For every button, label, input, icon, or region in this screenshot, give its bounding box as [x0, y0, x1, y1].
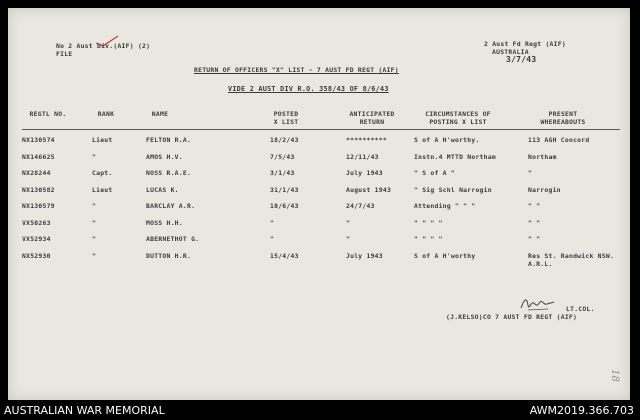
col-header-anticipated: ANTICIPATED RETURN	[349, 110, 395, 126]
cell-anticipated: "	[346, 235, 351, 243]
header-right	[484, 40, 566, 64]
cell-circumstances: S of A H'worthy.	[414, 136, 480, 144]
cell-whereabouts: Narrogin	[528, 185, 561, 194]
header-left-line1: No 2 Aust Div.(AIF) (2)	[56, 42, 151, 50]
cell-name: FELTON R.A.	[146, 136, 192, 144]
table-row	[8, 169, 630, 183]
cell-rank: Lieut	[92, 136, 113, 144]
col-header-posted: POSTED X LIST	[273, 110, 299, 126]
cell-posted: 10/6/43	[270, 202, 299, 210]
col-header-name: NAME	[151, 110, 169, 118]
table-row	[8, 136, 630, 150]
col-header-circumstances: CIRCUMSTANCES OF POSTING X LIST	[425, 110, 491, 126]
cell-anticipated: August 1943	[346, 185, 392, 194]
cell-rank: "	[92, 251, 97, 260]
cell-circumstances: " " " "	[414, 235, 443, 243]
table-row	[8, 153, 630, 167]
cell-name: LUCAS K.	[146, 185, 179, 194]
cell-whereabouts: " "	[528, 202, 541, 210]
cell-posted: 7/5/43	[270, 152, 295, 161]
cell-circumstances: " " " "	[414, 218, 443, 227]
footer-accession-number: AWM2019.366.703	[529, 404, 634, 417]
cell-circumstances: " Sig Schl Narrogin	[414, 185, 492, 194]
cell-whereabouts: "	[528, 169, 533, 177]
table-row	[8, 235, 630, 249]
cell-rank: "	[92, 218, 97, 227]
cell-anticipated: **********	[346, 136, 387, 144]
document-subtitle: VIDE 2 AUST DIV R.O. 358/43 OF 8/6/43	[228, 85, 389, 93]
col-header-regt-no: REGTL NO.	[29, 110, 67, 118]
cell-circumstances: " S of A "	[414, 169, 455, 177]
cell-posted: 3/1/43	[270, 169, 295, 177]
signature-rank: LT.COL.	[566, 305, 595, 313]
cell-anticipated: 12/11/43	[346, 152, 379, 161]
cell-rank: "	[92, 235, 97, 243]
cell-circumstances: Attending " " "	[414, 202, 476, 210]
table-row	[8, 252, 630, 266]
cell-posted: 31/1/43	[270, 185, 299, 194]
header-rule	[22, 129, 620, 130]
cell-anticipated: 24/7/43	[346, 202, 375, 210]
cell-regt-no: NX130574	[22, 136, 55, 144]
cell-whereabouts: Northam	[528, 152, 557, 161]
table-row	[8, 219, 630, 233]
header-left	[56, 42, 150, 58]
document-page	[8, 8, 630, 400]
cell-circumstances: S of A H'worthy	[414, 251, 476, 260]
cell-regt-no: VX52934	[22, 235, 51, 243]
cell-regt-no: NX52930	[22, 251, 51, 260]
cell-posted: "	[270, 235, 275, 243]
cell-regt-no: NX146625	[22, 152, 55, 161]
header-right-line3: 3/7/43	[506, 55, 537, 64]
cell-name: AMOS H.V.	[146, 152, 183, 161]
cell-rank: Lieut	[92, 185, 113, 194]
cell-name: BARCLAY A.R.	[146, 202, 196, 210]
cell-anticipated: "	[346, 218, 351, 227]
col-header-whereabouts: PRESENT WHEREABOUTS	[540, 110, 586, 126]
cell-regt-no: NX28244	[22, 169, 51, 177]
cell-name: MOSS H.H.	[146, 218, 183, 227]
cell-whereabouts: " "	[528, 218, 541, 227]
cell-posted: 18/2/43	[270, 136, 299, 144]
cell-posted: 15/4/43	[270, 251, 299, 260]
table-row	[8, 202, 630, 216]
cell-rank: "	[92, 202, 97, 210]
header-left-line2: FILE	[56, 50, 73, 58]
header-right-line1: 2 Aust Fd Regt (AIF)	[484, 40, 566, 48]
pencil-note: 18	[608, 369, 620, 382]
signature-block: (J.KELSO)CO 7 AUST FD REGT (AIF)	[446, 313, 578, 321]
cell-name: DUTTON H.R.	[146, 251, 192, 260]
cell-rank: Capt.	[92, 169, 113, 177]
cell-rank: "	[92, 152, 97, 161]
cell-name: ABERNETHOT G.	[146, 235, 200, 243]
col-header-rank: RANK	[97, 110, 115, 118]
cell-whereabouts: Res St. Randwick NSW. A.R.L.	[528, 251, 615, 268]
cell-posted: "	[270, 218, 275, 227]
cell-whereabouts: " "	[528, 235, 541, 243]
cell-regt-no: VX50263	[22, 218, 51, 227]
cell-circumstances: Instn.4 MTTD Northam	[414, 152, 496, 161]
footer-institution: AUSTRALIAN WAR MEMORIAL	[4, 404, 165, 417]
cell-anticipated: July 1943	[346, 251, 383, 260]
document-title: RETURN OF OFFICERS "X" LIST - 7 AUST FD REGT (AIF)	[194, 66, 399, 74]
handwritten-signature	[518, 293, 558, 315]
cell-name: NOSS R.A.E.	[146, 169, 192, 177]
header-right-line2: AUSTRALIA	[492, 48, 529, 56]
table-row	[8, 186, 630, 200]
cell-regt-no: NX130579	[22, 202, 55, 210]
cell-whereabouts: 113 AGH Concord	[528, 136, 590, 144]
cell-anticipated: July 1943	[346, 169, 383, 177]
cell-regt-no: NX130582	[22, 185, 55, 194]
